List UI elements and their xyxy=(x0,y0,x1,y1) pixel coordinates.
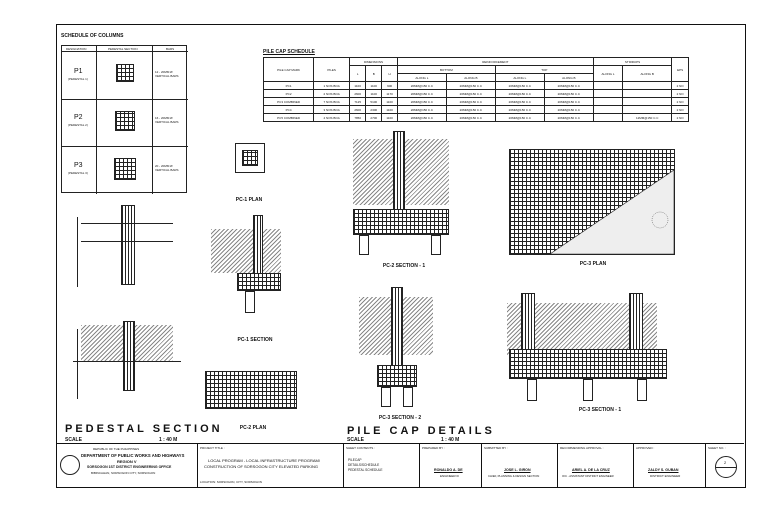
pilecap-schedule-table xyxy=(263,57,689,122)
pilecap-details-title: PILE CAP DETAILS xyxy=(347,425,495,437)
recommending-label: RECOMMENDING APPROVAL : xyxy=(560,446,604,450)
pc-header-stir-l: ALONG L xyxy=(593,66,622,82)
col-header-designation: DESIGNATION xyxy=(66,47,87,51)
sheet-contents-line-1: PILECAP xyxy=(348,458,362,462)
pedestal-scale-label: SCALE xyxy=(65,437,82,443)
pc2-plan-drawing xyxy=(205,371,297,409)
pedestal-scale-ratio: 1 : 40 M xyxy=(159,437,178,443)
pc-header-stir-b: ALONG B xyxy=(623,66,672,82)
pc-header-bot-b: ALONG B xyxy=(446,74,495,82)
pc-header-stirrups: STIRRUPS xyxy=(593,58,671,66)
pc-header-dimensions: DIMENSIONS xyxy=(350,58,398,66)
pc2-section1-drawing xyxy=(347,131,457,261)
pedestal-elevation-lower xyxy=(67,321,187,409)
recommending-name: ARIEL A. DE LA CRUZ xyxy=(572,468,610,472)
recommending-role: OIC - ASSISTANT DISTRICT ENGINEER xyxy=(562,474,614,478)
approved-role: DISTRICT ENGINEER xyxy=(650,474,681,478)
pc3-plan-cutaway xyxy=(510,150,674,254)
recommending-cell xyxy=(557,444,633,487)
prepared-role: ENGINEER III xyxy=(440,474,460,478)
pedestal-bars-p2: 16 - 20MM Ø VERTICAL BARS xyxy=(155,116,179,124)
pedestal-bars-p1: 12 - 20MM Ø VERTICAL BARS xyxy=(155,70,179,78)
pc3-section1-label: PC-3 SECTION - 1 xyxy=(578,407,622,413)
col-header-section: PEDESTAL SECTION xyxy=(108,47,138,51)
sheet-contents-cell xyxy=(343,444,419,487)
table-row: PC5 COMBINED 4 NOS BOA 7850 2700 1100 20MM@150 C.C 20MM@150 C.C 20MM@150 C.C 20MM@150 C.C 12MM@150 C.C 2 NO xyxy=(264,114,689,122)
columns-schedule-table xyxy=(61,45,187,193)
pc-header-top: TOP xyxy=(495,66,593,74)
pc1-section-label: PC-1 SECTION xyxy=(237,337,273,343)
prepared-label: PREPARED BY : xyxy=(422,446,445,450)
agency-office: SORSOGON 1ST DISTRICT ENGINEERING OFFICE xyxy=(87,465,172,469)
pc-header-h: H xyxy=(382,66,398,82)
pc-header-piles: PILES xyxy=(314,58,350,82)
pc-header-bot-l: ALONG L xyxy=(397,74,446,82)
pc3-plan-label: PC-3 PLAN xyxy=(579,261,607,267)
table-row: PC4 3 NOS BOA 2600 2300 1100 20MM@150 C.C 20MM@150 C.C 20MM@150 C.C 20MM@150 C.C 2 NO xyxy=(264,106,689,114)
submitted-cell xyxy=(481,444,557,487)
drawing-sheet xyxy=(56,24,746,488)
pc-header-eps: EPS xyxy=(672,58,689,82)
agency-name: DEPARTMENT OF PUBLIC WORKS AND HIGHWAYS xyxy=(81,453,185,458)
table-row: PC3 COMBINED 7 NOS BOA 7125 5100 1100 20MM@150 C.C 20MM@150 C.C 20MM@150 C.C 20MM@150 C.C 2 NO xyxy=(264,98,689,106)
table-row: PC2 2 NOS BOA 2600 1100 1170 20MM@150 C.C 20MM@150 C.C 20MM@150 C.C 20MM@150 C.C 2 NO xyxy=(264,90,689,98)
pc2-plan-label: PC-2 PLAN xyxy=(239,425,267,431)
agency-region: REGION V xyxy=(117,459,137,464)
agency-address: BIBINCAHAN, SORSOGON CITY, SORSOGON xyxy=(91,471,156,475)
pc2-section2-drawing xyxy=(357,287,437,411)
project-label: PROJECT TITLE : xyxy=(200,446,225,450)
pc3-section1-drawing xyxy=(487,287,697,411)
pedestal-mark-p3: P3 xyxy=(74,162,83,169)
pc-header-bottom: BOTTOM xyxy=(397,66,495,74)
pilecap-schedule-title: PILE CAP SCHEDULE xyxy=(263,49,315,55)
pc-header-l: L xyxy=(350,66,366,82)
submitted-name: JOSE L. GIRON xyxy=(504,468,531,472)
pc3-plan-drawing xyxy=(509,149,675,255)
pedestal-mark-p1: P1 xyxy=(74,68,83,75)
pc2-section2-label: PC-3 SECTION - 2 xyxy=(378,415,422,421)
approved-cell xyxy=(633,444,705,487)
title-block xyxy=(57,443,744,487)
approved-name: ZALDY S. GUBAN xyxy=(648,468,679,472)
pc-header-reinforcement: REINFORCEMENT xyxy=(397,58,593,66)
project-location: LOCATION: SORSOGON, CITY, SORSOGON xyxy=(200,480,262,484)
pedestal-section-p3 xyxy=(114,158,136,180)
pedestal-section-p2 xyxy=(115,111,135,131)
sheet-contents-line-2: DETAILS/SCHEDULE xyxy=(348,463,380,467)
prepared-cell xyxy=(419,444,481,487)
sheet-number-cell xyxy=(705,444,744,487)
pedestal-section-title: PEDESTAL SECTION xyxy=(65,423,223,435)
pilecap-scale-ratio: 1 : 40 M xyxy=(441,437,460,443)
pedestal-mark-p2: P2 xyxy=(74,114,83,121)
pedestal-bars-p3: 20 - 20MM Ø VERTICAL BARS xyxy=(155,164,179,172)
project-line-1: LOCAL PROGRAM - LOCAL INFRASTRUCTURE PROGRAM/ xyxy=(208,458,320,463)
sheet-contents-label: SHEET CONTENTS : xyxy=(346,446,375,450)
pc2-section1-label: PC-2 SECTION - 1 xyxy=(382,263,426,269)
pedestal-sub-p3: (PEDESTAL 3) xyxy=(68,171,88,175)
pc1-plan-label: PC-1 PLAN xyxy=(235,197,263,203)
pedestal-sub-p1: (PEDESTAL 1) xyxy=(68,77,88,81)
pilecap-scale-label: SCALE xyxy=(347,437,364,443)
pedestal-sub-p2: (PEDESTAL 2) xyxy=(68,123,88,127)
pc-header-top-l: ALONG L xyxy=(495,74,544,82)
pc-header-mark: PILE CAP MARK xyxy=(264,58,314,82)
submitted-role: CHIEF, PLANNING & DESIGN SECTION xyxy=(488,474,540,478)
columns-schedule-title: SCHEDULE OF COLUMNS xyxy=(61,33,124,39)
prepared-name: RONALDO A. DE xyxy=(434,468,463,472)
pedestal-section-p1 xyxy=(116,64,134,82)
pc-header-top-b: ALONG B xyxy=(544,74,593,82)
table-row: PC1 1 NOS BOA 1100 1100 900 20MM@150 C.C 20MM@150 C.C 20MM@150 C.C 20MM@150 C.C 2 NO xyxy=(264,82,689,90)
sheet-number: 2 xyxy=(724,460,727,465)
sheet-number-label: SHEET NO. : xyxy=(708,446,726,450)
project-line-2: CONSTRUCTION OF SORSOGON CITY ELEVATED PARKING xyxy=(204,464,318,469)
pc-header-b: B xyxy=(366,66,382,82)
sheet-contents-line-3: PEDESTAL SCHEDULE xyxy=(348,468,383,472)
pc1-plan-drawing xyxy=(235,143,265,173)
dpwh-seal-icon xyxy=(60,455,80,475)
submitted-label: SUBMITTED BY : xyxy=(484,446,508,450)
project-cell xyxy=(197,444,343,487)
sheet-number-circle xyxy=(715,456,737,478)
col-header-bars: BARS xyxy=(166,47,175,51)
agency-line: REPUBLIC OF THE PHILIPPINES xyxy=(93,447,140,451)
pc1-section-drawing xyxy=(207,215,287,325)
pedestal-elevation-upper xyxy=(67,205,187,305)
approved-label: APPROVED : xyxy=(636,446,655,450)
